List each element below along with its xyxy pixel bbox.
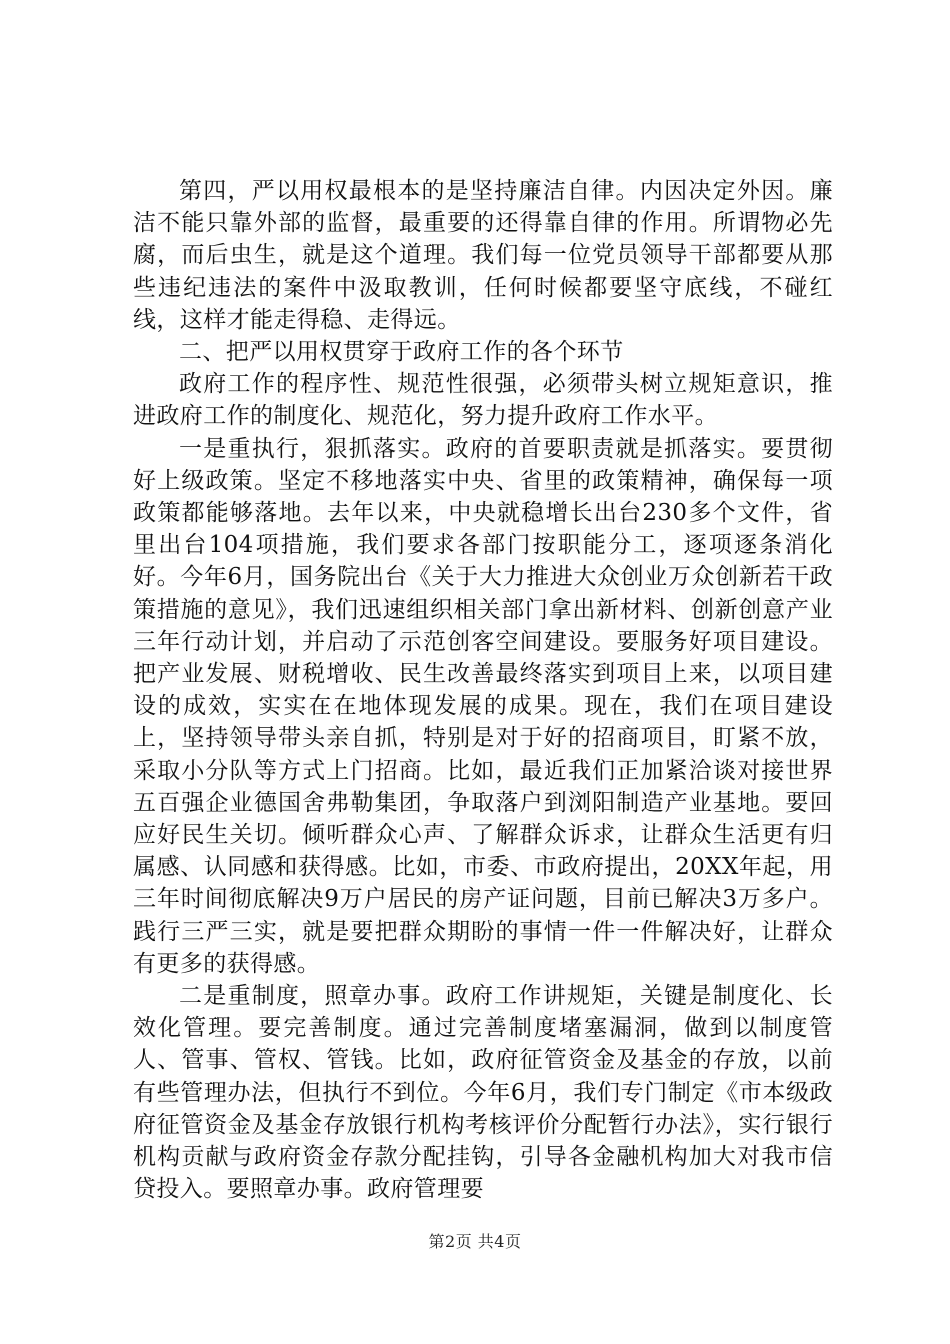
paragraph-section-intro: 政府工作的程序性、规范性很强，必须带头树立规矩意识，推进政府工作的制度化、规范化，努力提升政府工作水平。 xyxy=(133,371,833,430)
paragraph-fourth-point: 第四，严以用权最根本的是坚持廉洁自律。内因决定外因。廉洁不能只靠外部的监督，最重要的还得靠自律的作用。所谓物必先腐，而后虫生，就是这个道理。我们每一位党员领导干部都要从那些违纪违法的案件中汲取教训，任何时候都要坚守底线，不碰红线，这样才能走得稳、走得远。 xyxy=(133,178,833,333)
paragraph-execution: 一是重执行，狠抓落实。政府的首要职责就是抓落实。要贯彻好上级政策。坚定不移地落实中央、省里的政策精神，确保每一项政策都能够落地。去年以来，中央就稳增长出台230多个文件，省里出台104项措施，我们要求各部门按职能分工，逐项逐条消化好。今年6月，国务院出台《关于大力推进大众创业万众创新若干政策措施的意见》，我们迅速组织相关部门拿出新材料、创新创意产业三年行动计划，并启动了示范创客空间建设。要服务好项目建设。把产业发展、财税增收、民生改善最终落实到项目上来，以项目建设的成效，实实在在地体现发展的成果。现在，我们在项目建设上，坚持领导带头亲自抓，特别是对于好的招商项目，盯紧不放，采取小分队等方式上门招商。比如，最近我们正加紧洽谈对接世界五百强企业德国舍弗勒集团，争取落户到浏阳制造产业基地。要回应好民生关切。倾听群众心声、了解群众诉求，让群众生活更有归属感、认同感和获得感。比如，市委、市政府提出，20XX年起，用三年时间彻底解决9万户居民的房产证问题，目前已解决3万多户。践行三严三实，就是要把群众期盼的事情一件一件解决好，让群众有更多的获得感。 xyxy=(133,435,833,977)
section-heading-2: 二、把严以用权贯穿于政府工作的各个环节 xyxy=(179,339,624,366)
paragraph-system: 二是重制度，照章办事。政府工作讲规矩，关键是制度化、长效化管理。要完善制度。通过完善制度堵塞漏洞，做到以制度管人、管事、管权、管钱。比如，政府征管资金及基金的存放，以前有些管理办法，但执行不到位。今年6月，我们专门制定《市本级政府征管资金及基金存放银行机构考核评价分配暂行办法》，实行银行机构贡献与政府资金存款分配挂钩，引导各金融机构加大对我市信贷投入。要照章办事。政府管理要 xyxy=(133,983,833,1203)
page-number-footer: 第2页 共4页 xyxy=(428,1232,522,1251)
document-body xyxy=(133,175,833,1206)
